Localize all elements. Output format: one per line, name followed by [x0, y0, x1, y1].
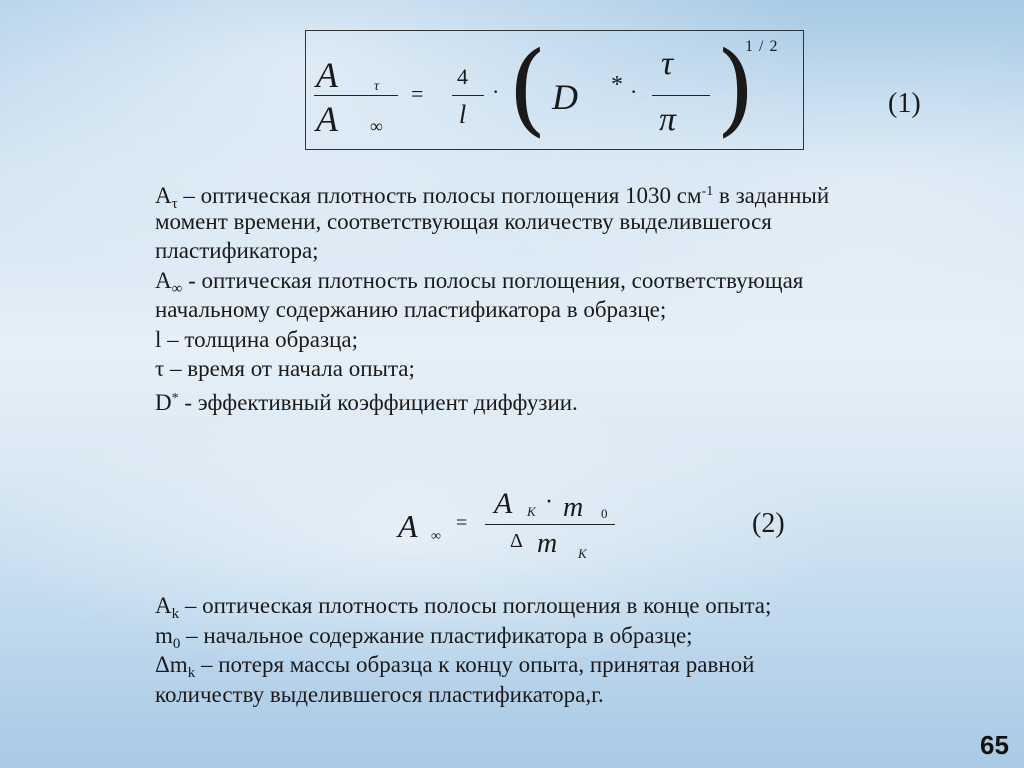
legend-1-line — [155, 236, 1005, 266]
f1-lhs-fraction-bar — [314, 95, 398, 96]
f2-lhs-sub: ∞ — [431, 529, 441, 544]
definition-text: – оптическая плотность полосы поглощения в конце опыта; — [179, 593, 772, 618]
definition-text: момент времени, соответствующая количеству выделившегося — [155, 208, 772, 234]
legend-1-line — [155, 325, 1005, 355]
f2-num-A-sub: K — [527, 504, 536, 519]
legend-1 — [155, 177, 1005, 413]
symbol-m0: m — [155, 622, 173, 648]
f1-lhs-denominator: A — [316, 99, 338, 139]
f1-lhs-numerator: A — [316, 55, 338, 95]
formula-2-number: (2) — [752, 508, 785, 539]
symbol-l: l — [155, 326, 162, 352]
symbol-delta-m-k: Δm — [155, 652, 188, 677]
legend-1-line — [155, 177, 1005, 212]
legend-2-line — [155, 680, 1005, 710]
definition-text: количеству выделившегося пластификатора,г. — [155, 681, 604, 707]
f2-lhs: A — [398, 508, 418, 544]
f1-lhs-denominator-sub: ∞ — [370, 116, 383, 136]
legend-1-line — [155, 207, 1005, 237]
f1-left-paren: ( — [508, 30, 548, 147]
page-number: 65 — [980, 730, 1009, 760]
f1-D: D — [552, 77, 578, 117]
symbol-D: D — [155, 389, 172, 415]
definition-text: – начальное содержание пластификатора в образце; — [180, 622, 693, 648]
subscript: τ — [171, 196, 178, 212]
legend-2-line — [155, 650, 1005, 680]
symbol-A-k: A — [155, 593, 172, 618]
definition-text: - оптическая плотность полосы поглощения, соответствующая — [182, 267, 804, 293]
legend-2-line — [155, 621, 1005, 651]
definition-text: начальному содержанию пластификатора в образце; — [155, 297, 667, 322]
f1-pi: π — [659, 101, 677, 138]
subscript: 0 — [172, 635, 181, 652]
legend-2 — [155, 591, 1005, 709]
formula-1-box — [305, 30, 804, 150]
f1-multiply-dot-2: · — [630, 79, 638, 104]
formula-1-number: (1) — [888, 88, 921, 119]
f2-num-m-sub: 0 — [601, 506, 608, 521]
f2-fraction-bar — [485, 524, 615, 525]
subscript: k — [171, 606, 180, 622]
legend-1-line — [155, 295, 1005, 325]
f2-den-m-sub: K — [578, 546, 587, 561]
f1-star: * — [611, 72, 623, 98]
definition-text: – потеря массы образца к концу опыта, принятая равной — [195, 652, 755, 677]
f1-tau: τ — [661, 45, 674, 82]
f2-num-dot: · — [545, 489, 553, 515]
f2-num-A: A — [494, 487, 513, 520]
f1-equals: = — [411, 81, 424, 106]
definition-text: – толщина образца; — [161, 326, 359, 352]
definition-text: – время от начала опыта; — [164, 356, 415, 381]
subscript: k — [187, 665, 196, 681]
symbol-A-tau: A — [155, 183, 172, 208]
subscript: ∞ — [171, 280, 183, 297]
legend-1-line — [155, 354, 1005, 384]
f1-multiply-dot: · — [492, 79, 500, 104]
superscript: -1 — [701, 184, 714, 199]
legend-1-line — [155, 384, 1005, 414]
symbol-tau: τ — [155, 356, 165, 381]
definition-text: пластификатора; — [155, 238, 319, 263]
f2-den-delta: Δ — [510, 530, 523, 552]
superscript: * — [171, 390, 179, 406]
f1-coef-denominator: l — [459, 100, 467, 129]
definition-tail: в заданный — [713, 183, 830, 208]
f1-right-paren: ) — [716, 30, 756, 147]
f2-den-m: m — [537, 528, 558, 559]
legend-1-line — [155, 266, 1005, 296]
f1-lhs-numerator-sub: τ — [374, 79, 380, 94]
f1-tau-pi-fraction-bar — [652, 95, 710, 96]
definition-text: – оптическая плотность полосы поглощения 1030 см — [177, 183, 702, 208]
f2-num-m: m — [563, 492, 584, 523]
f1-coef-numerator: 4 — [457, 64, 468, 89]
f1-power: 1 / 2 — [745, 38, 779, 55]
f2-equals: = — [456, 512, 468, 534]
symbol-A-inf: A — [155, 267, 172, 293]
legend-2-line — [155, 591, 1005, 621]
f1-coef-fraction-bar — [452, 95, 484, 96]
definition-text: - эффективный коэффициент диффузии. — [178, 389, 578, 415]
